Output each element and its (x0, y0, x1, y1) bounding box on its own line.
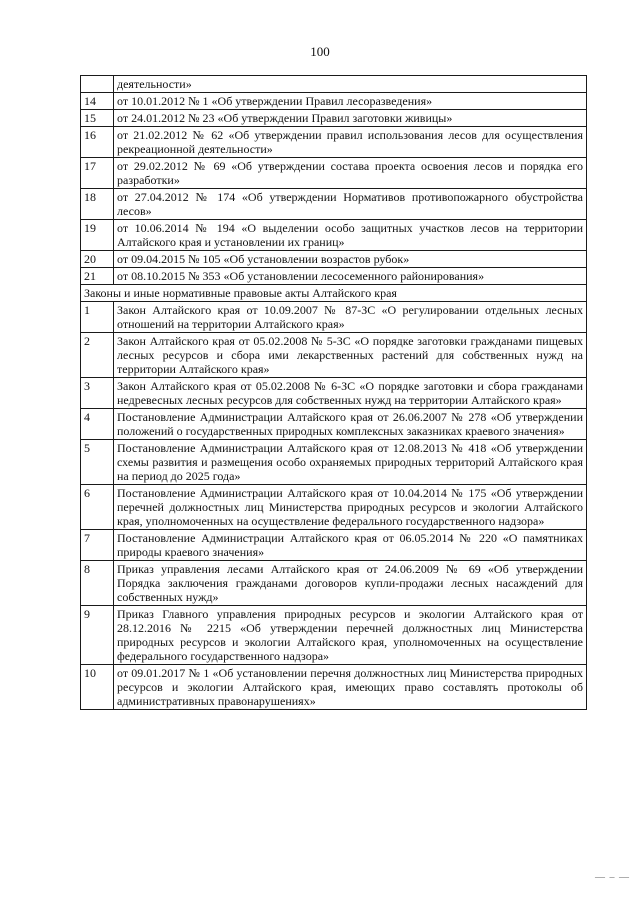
page-number: 100 (310, 44, 330, 59)
legal-acts-table-body (81, 76, 587, 710)
table-row (81, 93, 587, 110)
row-number-cell: 10 (81, 665, 114, 710)
row-text-cell: Закон Алтайского края от 05.02.2008 № 6-ЗС «О порядке заготовки и сбора гражданами недревесных лесных ресурсов для собственных нужд на территории Алтайского края» (114, 378, 587, 409)
row-number-cell: 21 (81, 268, 114, 285)
table-row (81, 302, 587, 333)
table-row (81, 268, 587, 285)
row-number-cell: 18 (81, 189, 114, 220)
row-number-cell: 9 (81, 606, 114, 665)
row-number-cell: 16 (81, 127, 114, 158)
row-number-cell: 7 (81, 530, 114, 561)
row-text-cell: от 09.01.2017 № 1 «Об установлении перечня должностных лиц Министерства природных ресурсов и экологии Алтайского края, имеющих право составлять протоколы об административных правонарушениях» (114, 665, 587, 710)
table-row (81, 561, 587, 606)
row-text-cell: деятельности» (114, 76, 587, 93)
row-text-cell: от 10.06.2014 № 194 «О выделении особо защитных участков лесов на территории Алтайского края и установлении их границ» (114, 220, 587, 251)
row-number-cell: 1 (81, 302, 114, 333)
row-text-cell: от 29.02.2012 № 69 «Об утверждении состава проекта освоения лесов и порядка его разработки» (114, 158, 587, 189)
row-text-cell: от 10.01.2012 № 1 «Об утверждении Правил лесоразведения» (114, 93, 587, 110)
row-text-cell: от 09.04.2015 № 105 «Об установлении возрастов рубок» (114, 251, 587, 268)
table-row-continuation (81, 76, 587, 93)
table-row (81, 158, 587, 189)
table-row (81, 333, 587, 378)
row-number-cell: 19 (81, 220, 114, 251)
row-number-cell: 2 (81, 333, 114, 378)
table-row (81, 189, 587, 220)
row-number-cell: 14 (81, 93, 114, 110)
table-row (81, 251, 587, 268)
row-text-cell: Приказ управления лесами Алтайского края от 24.06.2009 № 69 «Об утверждении Порядка заключения гражданами договоров купли-продажи лесных насаждений для собственных нужд» (114, 561, 587, 606)
row-text-cell: Приказ Главного управления природных ресурсов и экологии Алтайского края от 28.12.2016 № 2215 «Об утверждении перечней должностных лиц Министерства природных ресурсов и экологии Алтайского края, уполномоченных на осуществление федерального государственного надзора» (114, 606, 587, 665)
row-number-cell (81, 76, 114, 93)
row-number-cell: 3 (81, 378, 114, 409)
section-heading: Законы и иные нормативные правовые акты Алтайского края (81, 285, 587, 302)
row-number-cell: 6 (81, 485, 114, 530)
row-text-cell: Постановление Администрации Алтайского края от 26.06.2007 № 278 «Об утверждении положений о государственных природных комплексных заказниках краевого значения» (114, 409, 587, 440)
table-row (81, 440, 587, 485)
section-heading-row (81, 285, 587, 302)
table-row (81, 127, 587, 158)
row-text-cell: Постановление Администрации Алтайского края от 06.05.2014 № 220 «О памятниках природы краевого значения» (114, 530, 587, 561)
table-row (81, 378, 587, 409)
row-text-cell: Постановление Администрации Алтайского края от 12.08.2013 № 418 «Об утверждении схемы развития и размещения особо охраняемых природных территорий Алтайского края на период до 2025 года» (114, 440, 587, 485)
row-number-cell: 8 (81, 561, 114, 606)
table-row (81, 485, 587, 530)
table-row (81, 409, 587, 440)
table-row (81, 110, 587, 127)
row-number-cell: 4 (81, 409, 114, 440)
row-text-cell: Постановление Администрации Алтайского края от 10.04.2014 № 175 «Об утверждении перечней должностных лиц Министерства природных ресурсов и экологии Алтайского края, уполномоченных на осуществление федерального государственного надзора» (114, 485, 587, 530)
row-number-cell: 5 (81, 440, 114, 485)
row-text-cell: от 24.01.2012 № 23 «Об утверждении Правил заготовки живицы» (114, 110, 587, 127)
row-number-cell: 20 (81, 251, 114, 268)
table-row (81, 220, 587, 251)
row-number-cell: 17 (81, 158, 114, 189)
table-row (81, 606, 587, 665)
row-number-cell: 15 (81, 110, 114, 127)
row-text-cell: от 08.10.2015 № 353 «Об установлении лесосеменного районирования» (114, 268, 587, 285)
row-text-cell: Закон Алтайского края от 10.09.2007 № 87-ЗС «О регулировании отдельных лесных отношений на территории Алтайского края» (114, 302, 587, 333)
row-text-cell: от 21.02.2012 № 62 «Об утверждении правил использования лесов для осуществления рекреационной деятельности» (114, 127, 587, 158)
scan-mark: — ‒ — (595, 872, 630, 883)
table-row (81, 530, 587, 561)
row-text-cell: Закон Алтайского края от 05.02.2008 № 5-ЗС «О порядке заготовки гражданами пищевых лесных ресурсов и сбора ими лекарственных растений для собственных нужд на территории Алтайского края» (114, 333, 587, 378)
row-text-cell: от 27.04.2012 № 174 «Об утверждении Нормативов противопожарного обустройства лесов» (114, 189, 587, 220)
legal-acts-table (80, 75, 587, 710)
table-row (81, 665, 587, 710)
